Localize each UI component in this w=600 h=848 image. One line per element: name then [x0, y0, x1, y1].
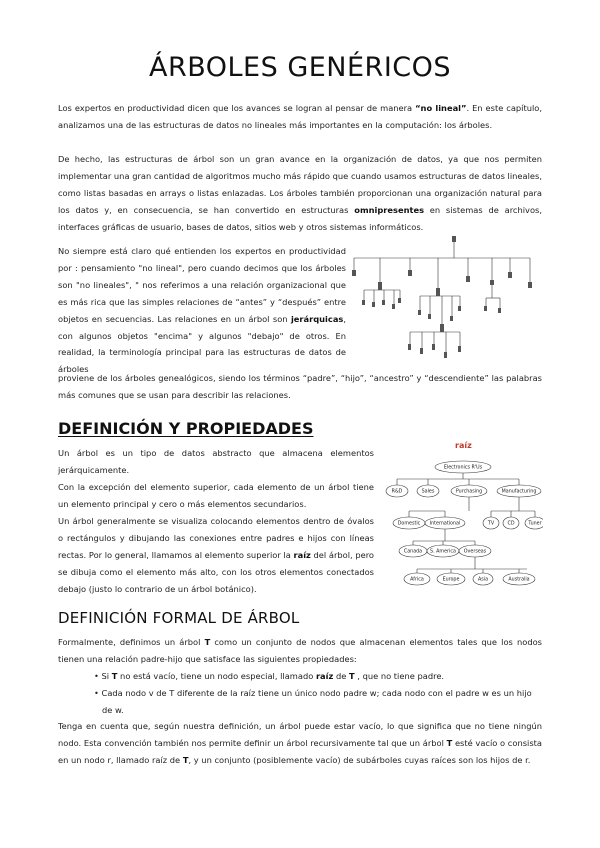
section2-paragraph-1: Formalmente, definimos un árbol T como un conjunto de nodos que almacenan elementos tales que los nodos tienen una relación padre-hijo que satisface las siguientes propiedades: — [58, 637, 542, 664]
section1-paragraph-1: Un árbol es un tipo de datos abstracto que almacena elementos jerárquicamente. — [58, 448, 374, 475]
node-label: Australia — [508, 577, 530, 583]
node-label: Purchasing — [455, 489, 483, 495]
intro-paragraph-4: proviene de los árboles genealógicos, siendo los términos “padre”, “hijo”, “ancestro” y “descendiente” las palabras más comunes que se usan para describir las relaciones. — [58, 373, 542, 400]
node-label: International — [429, 521, 461, 527]
root-label: raíz — [455, 441, 472, 450]
list-item: • Si T no está vacío, tiene un nodo especial, llamado raíz de T , que no tiene padre. — [94, 671, 445, 681]
node-label: R&D — [391, 489, 403, 495]
intro-paragraph-1: Los expertos en productividad dicen que los avances se logran al pensar de manera “no lineal”. En este capítulo, analizamos una de las estructuras de datos no lineales más importantes en la computación: los árboles. — [58, 103, 542, 130]
section1-paragraph-3: Un árbol generalmente se visualiza colocando elementos dentro de óvalos o rectángulos y dibujando las conexiones entre padres e hijos con líneas rectas. Por lo general, llamamos al elemento superior la raíz del árbol, pero se dibuja como el elemento más alto, con los otros elementos conectados debajo (justo lo contrario de un árbol botánico). — [58, 516, 375, 594]
intro-paragraph-2: De hecho, las estructuras de árbol son un gran avance en la organización de datos, ya que nos permiten implementar una gran cantidad de algoritmos mucho más rápido que cuando usamos estructuras de datos lineales, como listas basadas en arrays o listas enlazadas. Los árboles también proporcionan una organización natural para los datos y, en consecuencia, se han convertido en estructuras omnipresentes en sistemas de archivos, interfaces gráficas de usuario, bases de datos, sitios web y otros sistemas informáticos. — [58, 154, 542, 232]
section-heading-formal-definition: DEFINICIÓN FORMAL DE ÁRBOL — [58, 609, 300, 627]
page-title: ÁRBOLES GENÉRICOS — [148, 52, 452, 83]
node-label: TV — [487, 521, 495, 527]
node-label: Overseas — [463, 549, 487, 555]
intro-paragraph-3: No siempre está claro qué entienden los expertos en productividad por : pensamiento "no lineal", pero cuando decimos que los árboles son "no lineales", " nos referimos a una relación organizacional que es más rica que las simples relaciones de “antes” y “después” entre objetos en secuencias. Las relaciones en un árbol son jerárquicas, con algunos objetos "encima" y algunos "debajo" de otros. En realidad, la terminología principal para las estructuras de datos de árboles — [58, 246, 346, 375]
node-label: Manufacturing — [501, 489, 537, 495]
list-item: • Cada nodo v de T diferente de la raíz tiene un único nodo padre w; cada nodo con el padre w es un hijo de w. — [94, 687, 532, 715]
node-label: Domestic — [397, 521, 421, 527]
node-label: Africa — [410, 577, 424, 583]
node-label: CD — [507, 521, 515, 527]
node-label: Canada — [403, 549, 423, 555]
node-label: Europe — [442, 577, 460, 583]
section2-paragraph-2: Tenga en cuenta que, según nuestra definición, un árbol puede estar vacío, lo que significa que no tiene ningún nodo. Esta convención también nos permite definir un árbol recursivamente tal que un árbol T esté vacío o consista en un nodo r, llamado raíz de T, y un conjunto (posiblemente vacío) de subárboles cuyas raíces son los hijos de r. — [58, 721, 542, 765]
section-heading-definition-properties: DEFINICIÓN Y PROPIEDADES — [58, 419, 314, 438]
node-label: S. America — [430, 549, 456, 555]
node-label: Tuner — [528, 521, 542, 527]
node-label: Sales — [421, 489, 435, 495]
properties-list — [92, 668, 542, 719]
node-label: Asia — [477, 577, 489, 583]
genealogy-tree-figure — [350, 236, 540, 366]
node-label: Electronics R'Us — [443, 465, 483, 471]
org-tree-figure — [383, 437, 543, 587]
section1-paragraph-2: Con la excepción del elemento superior, cada elemento de un árbol tiene un elemento principal y cero o más elementos secundarios. — [58, 482, 374, 509]
